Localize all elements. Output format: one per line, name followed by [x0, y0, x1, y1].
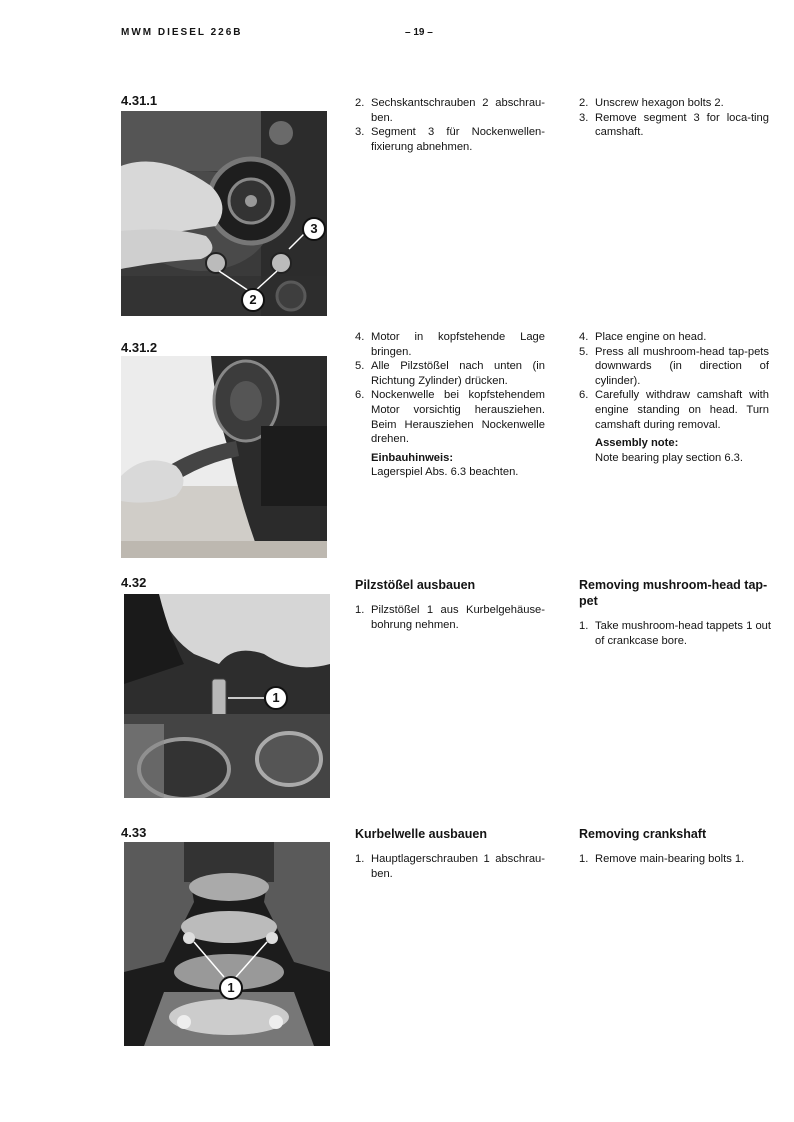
photo-mushroom-tappet [124, 594, 330, 798]
step-text: Sechskantschrauben 2 abschrau-ben. [371, 97, 545, 124]
step-item [355, 125, 545, 154]
step-text: Unscrew hexagon bolts 2. [595, 97, 724, 109]
step-item [579, 96, 769, 111]
callout-3: 3 [302, 217, 326, 241]
page-number: – 19 – [405, 27, 433, 38]
photo-camshaft-removal [121, 356, 327, 558]
section-number-4-33: 4.33 [121, 825, 147, 840]
section-number-4-31-1: 4.31.1 [121, 93, 158, 108]
step-number: 4. [579, 331, 589, 343]
step-text: Place engine on head. [595, 331, 707, 343]
photo-main-bearing-bolts [124, 842, 330, 1046]
section-number-4-32: 4.32 [121, 575, 147, 590]
step-number: 2. [579, 97, 589, 109]
step-text: Press all mushroom-head tap-pets downwards (in direction of cylinder). [595, 345, 769, 387]
step-number: 6. [579, 389, 589, 402]
step-number: 1. [579, 620, 589, 632]
step-item [355, 852, 545, 881]
section-number-4-31-2: 4.31.2 [121, 340, 158, 355]
german-column-4-33 [355, 826, 545, 881]
english-column-4-31-1 [579, 96, 769, 140]
step-number: 2. [355, 97, 365, 109]
callout-1: 1 [219, 976, 243, 1000]
section-heading: Kurbelwelle ausbauen [355, 827, 487, 841]
german-column-4-32 [355, 577, 545, 632]
step-item [579, 111, 769, 140]
step-number: 4. [355, 331, 365, 343]
step-number: 1. [579, 853, 589, 865]
assembly-note-text: Note bearing play section 6.3. [595, 451, 744, 464]
step-text: Nockenwelle bei kopfstehendem Motor vorsichtig herausziehen. Beim Herausziehen Nockenwelle drehen. [371, 389, 545, 446]
step-item [355, 603, 545, 632]
english-column-4-31-2 [579, 330, 769, 465]
step-number: 5. [355, 360, 365, 373]
german-column-4-31-1 [355, 96, 545, 154]
section-heading: Pilzstößel ausbauen [355, 578, 476, 592]
step-item [579, 345, 769, 389]
assembly-note-title: Assembly note: [595, 437, 679, 450]
assembly-note-title: Einbauhinweis: [371, 451, 454, 464]
step-item [355, 330, 545, 359]
step-text: Motor in kopfstehende Lage bringen. [371, 331, 545, 358]
step-number: 1. [355, 853, 365, 865]
step-item [355, 96, 545, 125]
step-item [355, 359, 545, 388]
step-item [579, 330, 769, 345]
step-item [579, 619, 771, 648]
german-column-4-31-2 [355, 330, 545, 480]
assembly-note-text: Lagerspiel Abs. 6.3 beachten. [371, 466, 519, 479]
english-column-4-32 [579, 577, 771, 648]
step-item [579, 388, 769, 432]
section-heading: Removing mushroom-head tap-pet [579, 578, 768, 608]
callout-1: 1 [264, 686, 288, 710]
step-number: 3. [579, 111, 589, 124]
step-item [355, 388, 545, 446]
step-number: 6. [355, 389, 365, 402]
document-header: MWM DIESEL 226B [121, 27, 243, 38]
step-number: 3. [355, 126, 365, 139]
photo-camshaft-segment [121, 111, 327, 316]
step-text: Segment 3 für Nockenwellen-fixierung abnehmen. [371, 126, 545, 153]
step-text: Take mushroom-head tappets 1 out of crankcase bore. [595, 620, 771, 647]
step-text: Remove segment 3 for loca-ting camshaft. [595, 111, 769, 139]
english-column-4-33 [579, 826, 769, 867]
step-text: Remove main-bearing bolts 1. [595, 853, 745, 865]
step-text: Carefully withdraw camshaft with engine standing on head. Turn camshaft during removal. [595, 389, 769, 431]
step-number: 5. [579, 345, 589, 358]
callout-2: 2 [241, 288, 265, 312]
section-heading: Removing crankshaft [579, 827, 707, 841]
step-text: Pilzstößel 1 aus Kurbelgehäuse-bohrung nehmen. [371, 604, 545, 631]
step-text: Alle Pilzstößel nach unten (in Richtung Zylinder) drücken. [371, 360, 545, 387]
step-number: 1. [355, 604, 365, 616]
step-item [579, 852, 769, 867]
step-text: Hauptlagerschrauben 1 abschrau-ben. [371, 853, 545, 880]
